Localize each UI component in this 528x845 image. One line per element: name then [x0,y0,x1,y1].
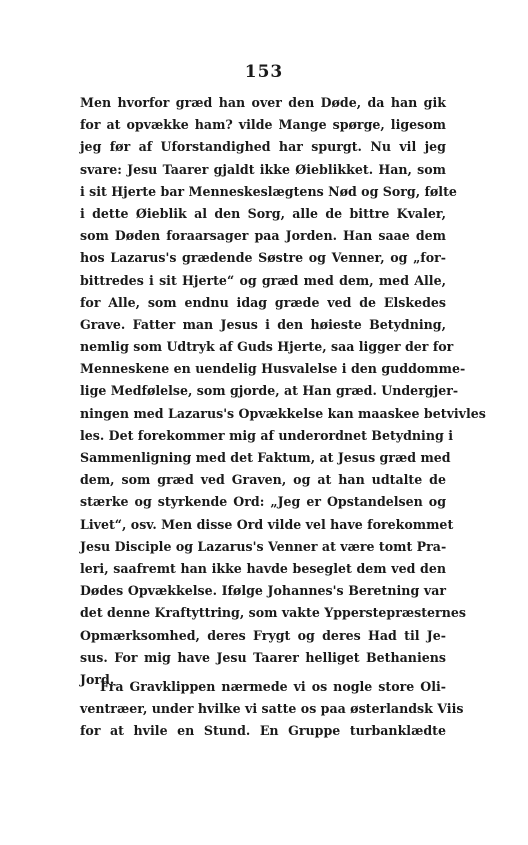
text-line: Fra Gravklippen nærmede vi os nogle store Oli- [100,679,446,694]
text-line: Opmærksomhed, deres Frygt og deres Had til Je- [80,627,446,643]
text-line: Jesu Disciple og Lazarus's Venner at være tomt Pra- [80,538,447,554]
text-line: for at opvække ham? vilde Mange spørge, ligesom [80,117,446,133]
text-line: nemlig som Udtryk af Guds Hjerte, saa ligger der for [80,339,454,355]
text-line: hos Lazarus's grædende Søstre og Venner, og „for- [80,250,446,266]
text-line: ventræer, under hvilke vi satte os paa østerlandsk Viis [80,701,464,717]
text-line: svare: Jesu Taarer gjaldt ikke Øieblikket. Han, som [80,161,446,177]
text-line: dem, som græd ved Graven, og at han udtalte de [80,472,446,488]
text-line: Sammenligning med det Faktum, at Jesus græd med [80,450,451,465]
text-line: jeg før af Uforstandighed har spurgt. Nu vil jeg [80,139,446,155]
text-line: Menneskene en uendelig Husvalelse i den guddomme- [80,361,466,377]
text-line: sus. For mig have Jesu Taarer helliget Bethaniens [80,649,446,665]
text-line: Livet“, osv. Men disse Ord vilde vel have forekommet [80,516,454,532]
text-line: for Alle, som endnu idag græde ved de Elskedes [80,294,446,310]
text-line: Men hvorfor græd han over den Døde, da han gik [80,95,446,110]
text-line: lige Medfølelse, som gjorde, at Han græd. Undergjer- [80,383,459,399]
text-line: ningen med Lazarus's Opvækkelse kan maaskee betvivles [80,405,486,421]
text-line: les. Det forekommer mig af underordnet Betydning i [80,427,453,443]
text-line: Jord. [80,671,115,687]
text-line: det denne Kraftyttring, som vakte Ypperstepræsternes [80,605,466,621]
text-line: stærke og styrkende Ord: „Jeg er Opstandelsen og [80,494,446,510]
text-line: som Døden foraarsager paa Jorden. Han saae dem [80,228,446,244]
text-line: i dette Øieblik al den Sorg, alle de bittre Kvaler, [80,205,446,221]
paragraph [80,676,464,743]
text-line: Dødes Opvækkelse. Ifølge Johannes's Beretning var [80,583,446,599]
text-line: i sit Hjerte bar Menneskeslægtens Nød og Sorg, følte [80,183,457,199]
paragraph [80,92,486,691]
text-line: bittredes i sit Hjerte“ og græd med dem, med Alle, [80,272,446,288]
text-line: Grave. Fatter man Jesus i den høieste Betydning, [80,316,446,332]
text-line: for at hvile en Stund. En Gruppe turbanklædte [80,723,446,739]
page-number: 153 [244,62,284,82]
text-line: leri, saafremt han ikke havde beseglet dem ved den [80,560,446,576]
